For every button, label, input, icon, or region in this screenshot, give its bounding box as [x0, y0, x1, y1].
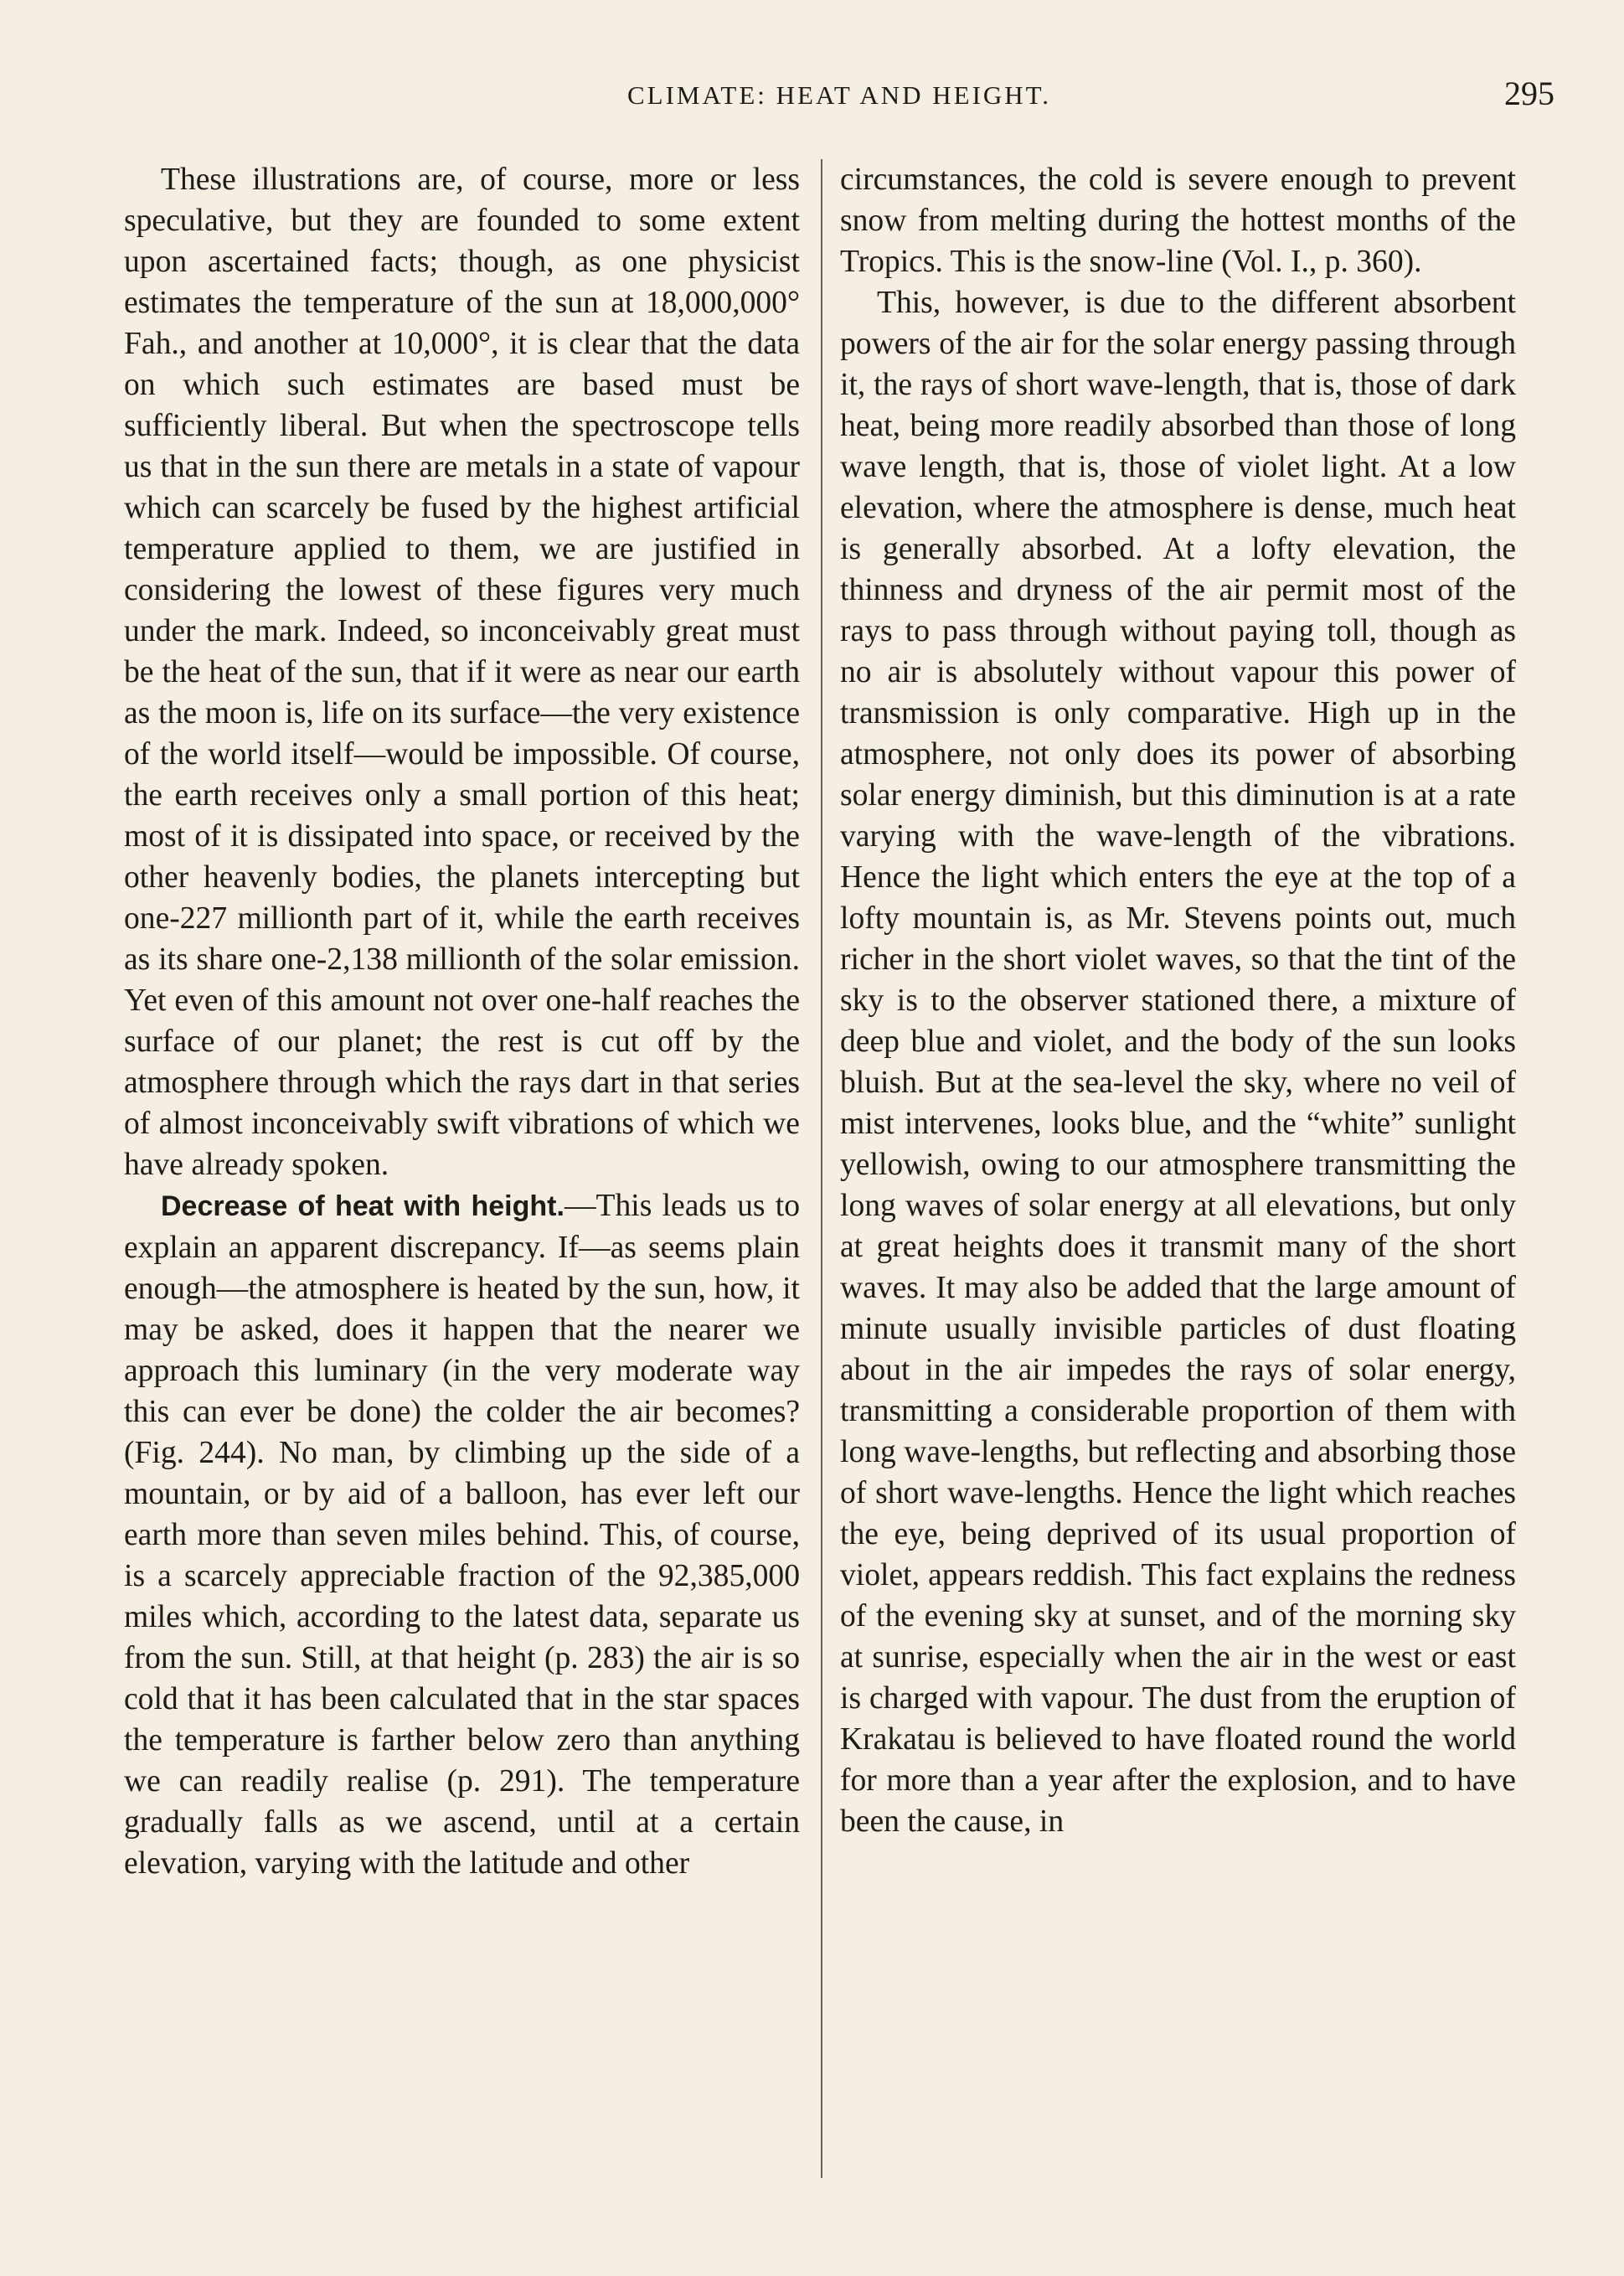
- running-title: CLIMATE: HEAT AND HEIGHT.: [626, 80, 1052, 110]
- column-divider: [821, 159, 822, 2178]
- left-column: [124, 159, 800, 1884]
- side-heading: Decrease of heat with height.: [161, 1190, 565, 1222]
- paragraph-absorbent-powers: This, however, is due to the different absorbent powers of the air for the solar energy passing through it, the rays of short wave-length, that is, those of dark heat, being more readily absorbed than those of long wave length, that is, those of violet light. At a low elevation, where the atmosphere is dense, much heat is generally absorbed. At a lofty elevation, the thinness and dryness of the air permit most of the rays to pass through without paying toll, though as no air is absolutely without vapour this power of transmission is only comparative. High up in the atmosphere, not only does its power of absorbing solar energy diminish, but this diminution is at a rate varying with the wave-length of the vibrations. Hence the light which enters the eye at the top of a lofty mountain is, as Mr. Stevens points out, much richer in the short violet waves, so that the tint of the sky is to the observer stationed there, a mixture of deep blue and violet, and the body of the sun looks bluish. But at the sea-level the sky, where no veil of mist intervenes, looks blue, and the “white” sunlight yellowish, owing to our atmosphere transmitting the long waves of solar energy at all elevations, but only at great heights does it transmit many of the short waves. It may also be added that the large amount of minute usually invisible particles of dust floating about in the air impedes the rays of solar energy, transmitting a considerable proportion of them with long wave-lengths, but reflecting and absorbing those of short wave-lengths. Hence the light which reaches the eye, being deprived of its usual proportion of violet, appears reddish. This fact explains the redness of the evening sky at sunset, and of the morning sky at sunrise, especially when the air in the west or east is charged with vapour. The dust from the eruption of Krakatau is believed to have floated round the world for more than a year after the explosion, and to have been the cause, in: [840, 286, 1516, 1839]
- page-number: 295: [1504, 75, 1554, 112]
- right-column: [840, 159, 1516, 1842]
- paragraph-body: —This leads us to explain an apparent discrepancy. If—as seems plain enough—the atmosphere is heated by the sun, how, it may be asked, does it happen that the nearer we approach this luminary (in the very moderate way this can ever be done) the colder the air becomes? (Fig. 244). No man, by climbing up the side of a mountain, or by aid of a balloon, has ever left our earth more than seven miles behind. This, of course, is a scarcely appreciable fraction of the 92,385,000 miles which, according to the latest data, separate us from the sun. Still, at that height (p. 283) the air is so cold that it has been calculated that in the star spaces the temperature is farther below zero than anything we can readily realise (p. 291). The temperature gradually falls as we ascend, until at a certain elevation, varying with the latitude and other: [124, 1189, 800, 1881]
- page-header: [124, 74, 1554, 124]
- paragraph-illustrations: These illustrations are, of course, more or less speculative, but they are founded to some extent upon ascertained facts; though, as one physicist estimates the temperature of the sun at 18,000,000° Fah., and another at 10,000°, it is clear that the data on which such estimates are based must be sufficiently liberal. But when the spectroscope tells us that in the sun there are metals in a state of vapour which can scarcely be fused by the highest artificial temperature applied to them, we are justified in considering the lowest of these figures very much under the mark. Indeed, so inconceivably great must be the heat of the sun, that if it were as near our earth as the moon is, life on its surface—the very existence of the world itself—would be impossible. Of course, the earth receives only a small portion of this heat; most of it is dissipated into space, or received by the other heavenly bodies, the planets intercepting but one-227 millionth part of it, while the earth receives as its share one-2,138 millionth of the solar emission. Yet even of this amount not over one-half reaches the surface of our planet; the rest is cut off by the atmosphere through which the rays dart in that series of almost inconceivably swift vibrations of which we have already spoken.: [124, 163, 800, 1182]
- paragraph-continuation: circumstances, the cold is severe enough to prevent snow from melting during the hottest months of the Tropics. This is the snow-line (Vol. I., p. 360).: [840, 163, 1516, 279]
- paragraph-decrease-of-heat: [124, 1185, 800, 1884]
